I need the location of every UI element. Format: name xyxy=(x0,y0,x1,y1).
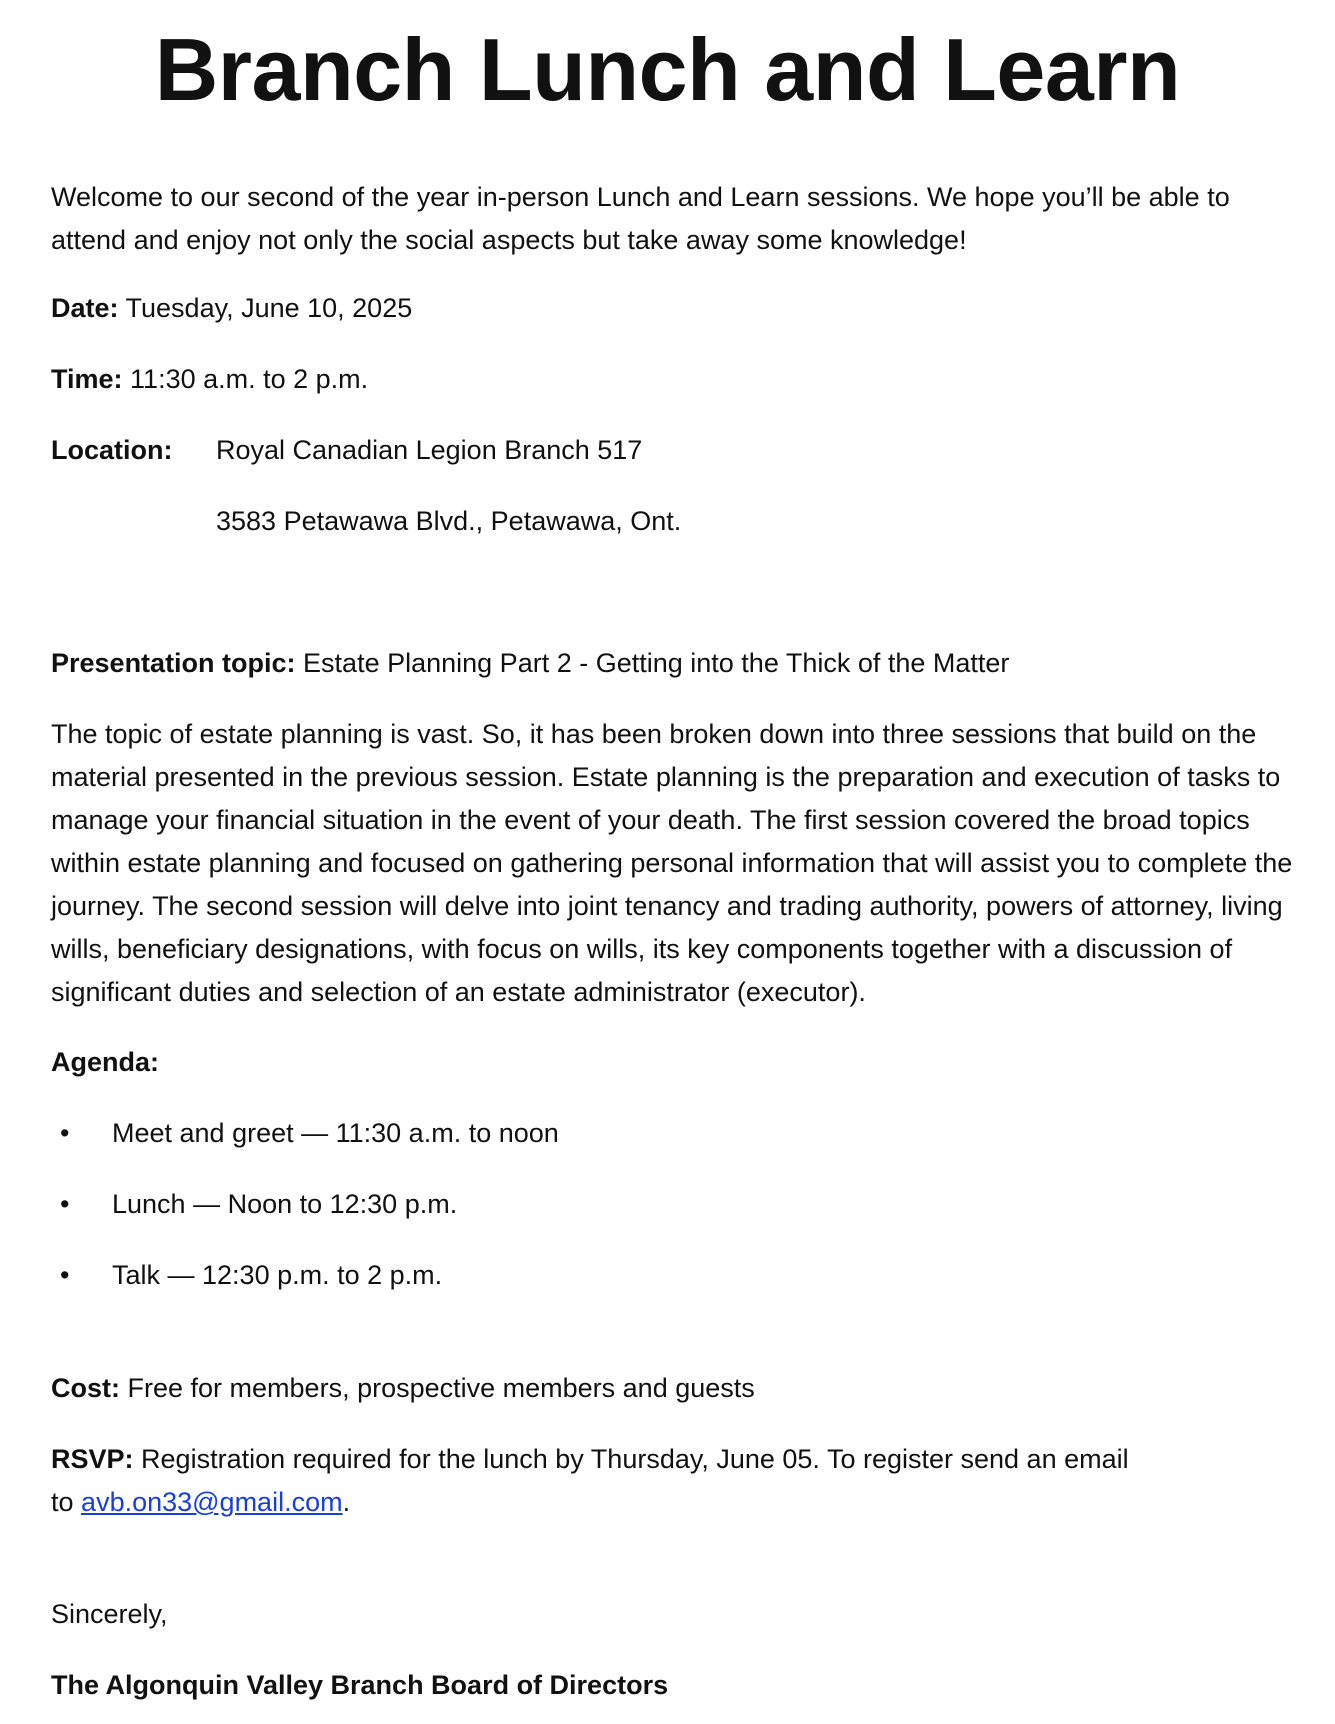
location-line-2: 3583 Petawawa Blvd., Petawawa, Ont. xyxy=(216,506,682,536)
location-line-1: Royal Canadian Legion Branch 517 xyxy=(216,435,643,465)
bullet-icon: • xyxy=(60,1189,70,1219)
closing-text: Sincerely, xyxy=(51,1599,168,1629)
rsvp-line-1 xyxy=(51,1438,1129,1481)
cost-line xyxy=(51,1367,755,1410)
time-line xyxy=(51,358,368,401)
agenda-item-text: Talk — 12:30 p.m. to 2 p.m. xyxy=(112,1260,443,1290)
agenda-item-text: Meet and greet — 11:30 a.m. to noon xyxy=(112,1118,559,1148)
bullet-icon: • xyxy=(60,1260,70,1290)
date-line xyxy=(51,287,412,330)
date-label: Date: xyxy=(51,293,119,323)
rsvp-line-2 xyxy=(51,1481,350,1524)
agenda-label: Agenda: xyxy=(51,1047,159,1077)
rsvp-label: RSVP: xyxy=(51,1444,134,1474)
cost-label: Cost: xyxy=(51,1373,120,1403)
page-title: Branch Lunch and Learn xyxy=(154,20,1181,119)
date-value: Tuesday, June 10, 2025 xyxy=(125,293,413,323)
topic-line xyxy=(51,642,1009,685)
agenda-item-text: Lunch — Noon to 12:30 p.m. xyxy=(112,1189,458,1219)
rsvp-text: Registration required for the lunch by Thursday, June 05. To register send an email xyxy=(141,1444,1129,1474)
time-value: 11:30 a.m. to 2 p.m. xyxy=(130,364,369,394)
location-label: Location: xyxy=(51,435,173,465)
intro-paragraph: Welcome to our second of the year in-person Lunch and Learn sessions. We hope you’ll be able to attend and enjoy not only the social aspects but take away some knowledge! xyxy=(51,182,1230,255)
rsvp-prefix: to xyxy=(51,1487,74,1517)
email-link[interactable]: avb.on33@gmail.com xyxy=(81,1487,343,1517)
rsvp-suffix: . xyxy=(342,1487,351,1517)
cost-value: Free for members, prospective members and guests xyxy=(127,1373,755,1403)
topic-label: Presentation topic: xyxy=(51,648,296,678)
signature-text: The Algonquin Valley Branch Board of Directors xyxy=(51,1670,669,1700)
time-label: Time: xyxy=(51,364,123,394)
topic-value: Estate Planning Part 2 - Getting into the Thick of the Matter xyxy=(303,648,1010,678)
bullet-icon: • xyxy=(60,1118,70,1148)
description-paragraph: The topic of estate planning is vast. So, it has been broken down into three sessions that build on the material presented in the previous session. Estate planning is the preparation and execution of tasks to manage your financial situation in the event of your death. The first session covered the broad topics within estate planning and focused on gathering personal information that will assist you to complete the journey. The second session will delve into joint tenancy and trading authority, powers of attorney, living wills, beneficiary designations, with focus on wills, its key components together with a discussion of significant duties and selection of an estate administrator (executor). xyxy=(51,719,1293,1007)
